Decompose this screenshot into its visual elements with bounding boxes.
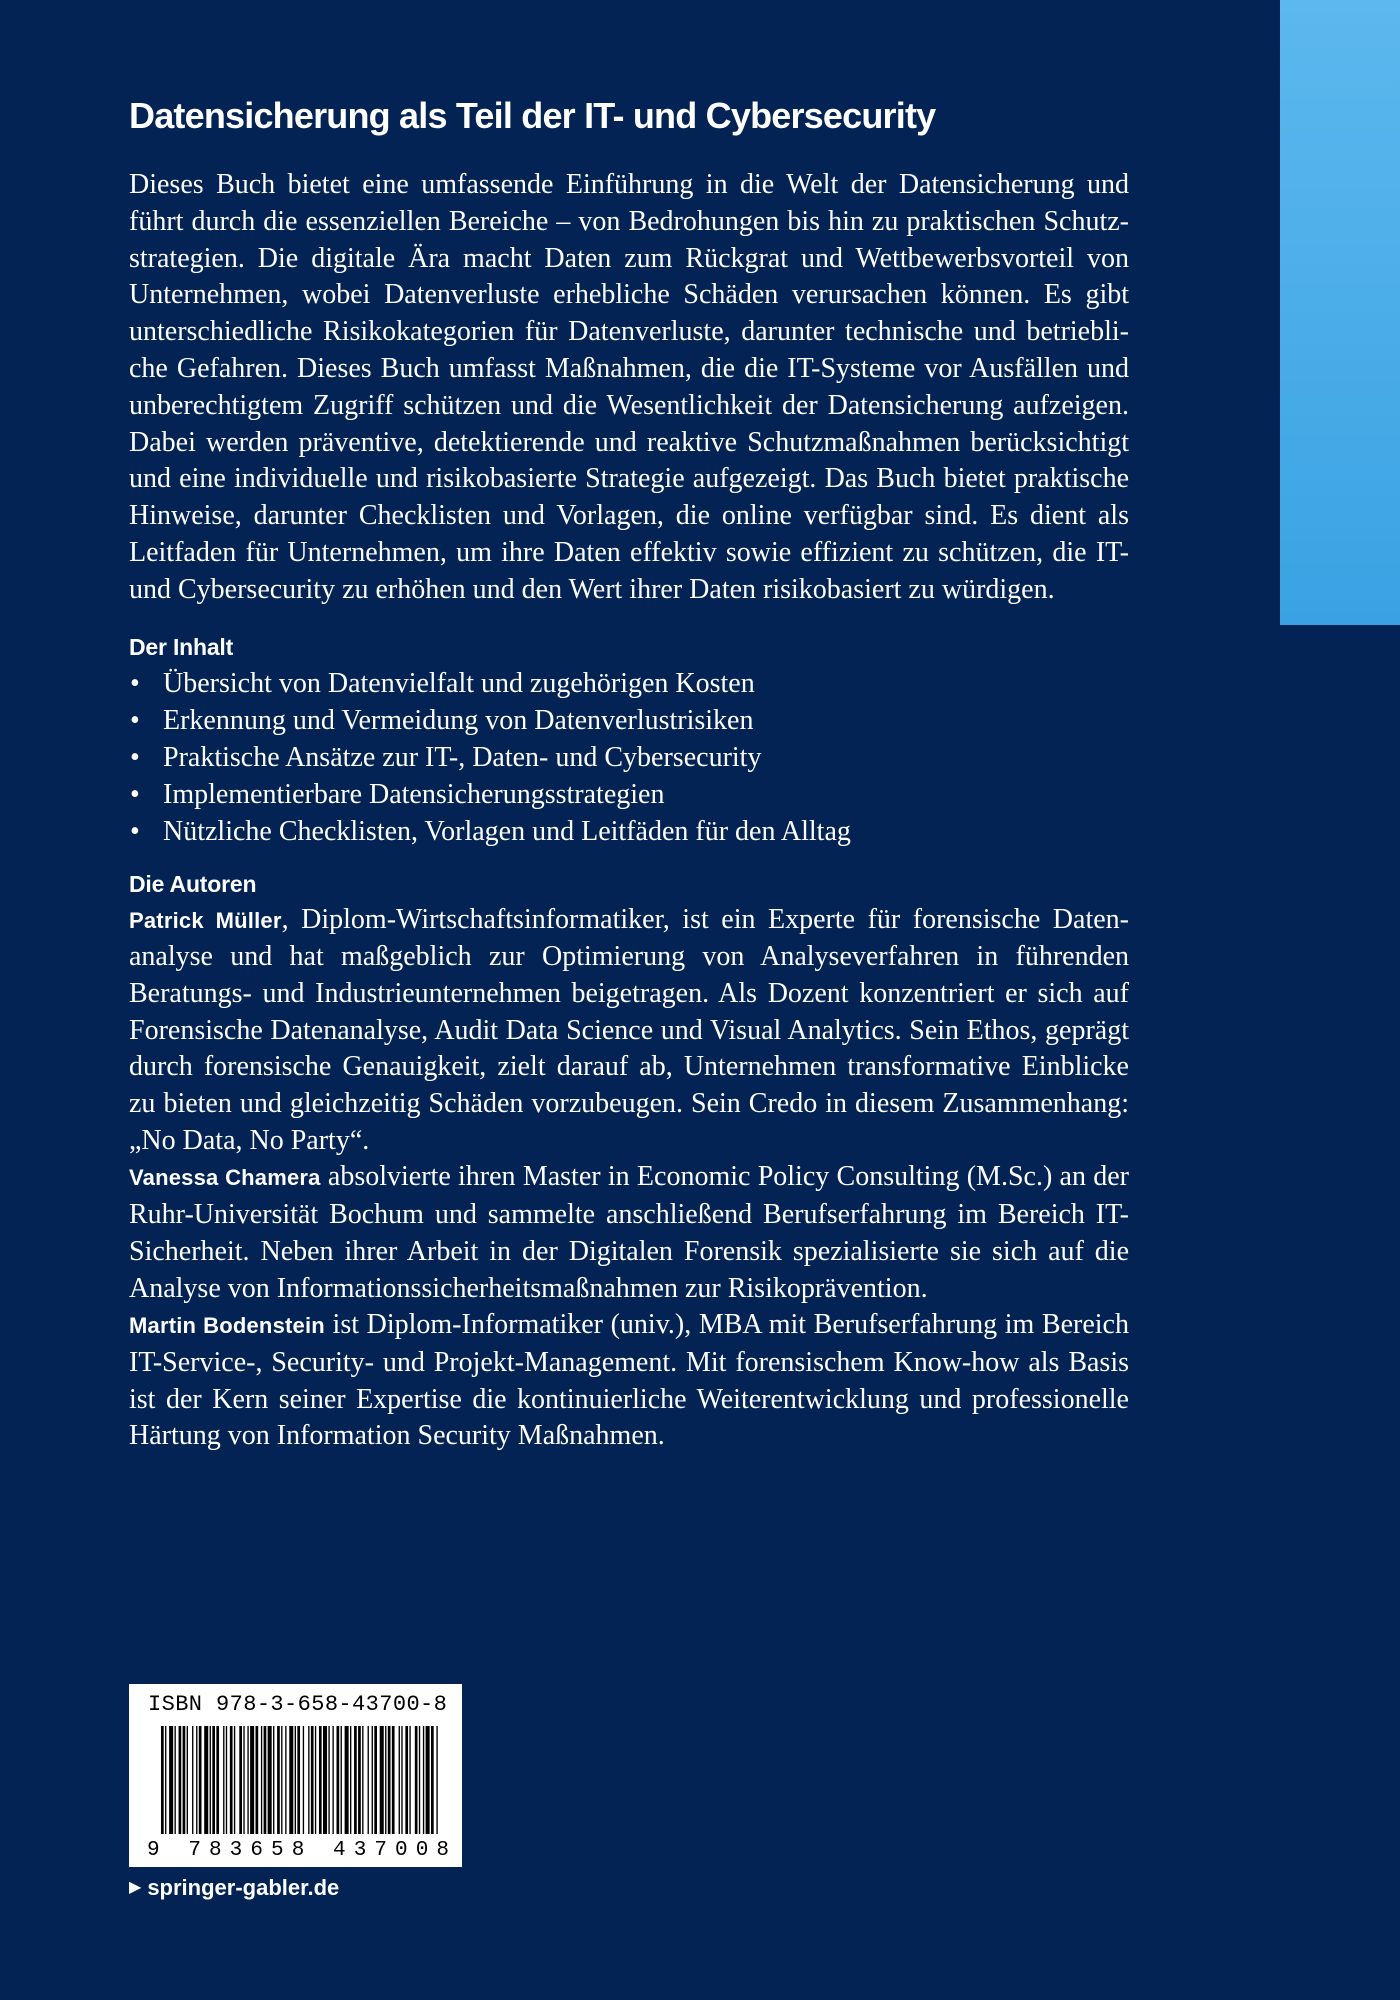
barcode-bar — [297, 1726, 300, 1834]
barcode-bar — [234, 1726, 235, 1834]
list-item — [129, 776, 1129, 813]
bullet-icon: • — [130, 778, 140, 810]
barcode-bar — [204, 1726, 208, 1834]
barcode-bar — [161, 1726, 164, 1834]
list-item-text: Implementierbare Datensicherungsstrategien — [163, 778, 665, 810]
barcode-bar — [332, 1726, 333, 1834]
author-bio-bodenstein — [129, 1307, 1129, 1455]
barcode-bar — [308, 1726, 309, 1834]
author-bio-text: , Diplom-Wirtschaftsinformatiker, ist ein Experte für forensische Datenanalyse und hat maßgeblich zur Optimierung von Analyseverfahren in führenden Beratungs- und Industrieunternehmen beigetragen. Als Dozent konzentriert er sich auf Forensische Datenanalyse, Audit Data Science und Visual Analytics. Sein Ethos, geprägt durch forensische Genauigkeit, zielt darauf ab, Unternehmen transformative Einblicke zu bieten und gleichzeitig Schäden vorzubeugen. Sein Credo in diesem Zusammenhang: „No Data, No Party“. — [129, 903, 1129, 1156]
barcode-bar — [436, 1726, 437, 1834]
barcode-bar — [401, 1726, 402, 1834]
barcode-bar — [243, 1726, 244, 1834]
bullet-icon: • — [130, 815, 140, 847]
barcode-bar — [372, 1726, 373, 1834]
barcode-bar — [230, 1726, 233, 1834]
barcode-bar — [323, 1726, 327, 1834]
barcode-bar — [281, 1726, 282, 1834]
barcode-bar — [187, 1726, 188, 1834]
contents-list — [129, 665, 1129, 850]
back-cover-content — [129, 92, 1129, 1455]
list-item-text: Nützliche Checklisten, Vorlagen und Leitfäden für den Alltag — [163, 815, 851, 847]
isbn-barcode-label — [129, 1684, 462, 1867]
barcode-bar — [247, 1726, 248, 1834]
barcode-bar — [319, 1726, 322, 1834]
publisher-url[interactable]: springer-gabler.de — [147, 1875, 340, 1900]
barcode-bar — [354, 1726, 357, 1834]
bullet-icon: • — [130, 667, 140, 699]
barcode-bar — [315, 1726, 316, 1834]
barcode-bar — [350, 1726, 351, 1834]
barcode-bar — [285, 1726, 286, 1834]
barcode-bar — [328, 1726, 329, 1834]
barcode-bar — [273, 1726, 274, 1834]
barcode-bar — [409, 1726, 410, 1834]
barcode-bar — [179, 1726, 182, 1834]
barcode-bar — [311, 1726, 314, 1834]
barcode-bar — [380, 1726, 384, 1834]
barcode-bar — [295, 1726, 296, 1834]
list-item — [129, 702, 1129, 739]
list-item — [129, 739, 1129, 776]
barcode-bar — [431, 1726, 434, 1834]
barcode-bar — [212, 1726, 215, 1834]
barcode-bar — [196, 1726, 197, 1834]
barcode-bar — [264, 1726, 267, 1834]
barcode-bar — [385, 1726, 386, 1834]
author-bio-text: absolvierte ihren Master in Economic Policy Consulting (M.Sc.) an der Ruhr-Universität Bochum und sammelte anschließend Berufserfahrung im Bereich IT-Sicherheit. Neben ihrer Arbeit in der Digitalen Forensik spezialisierte sie sich auf die Analyse von Informationssicherheitsmaßnahmen zur Risikoprävention. — [129, 1161, 1129, 1304]
author-bio-text: ist Diplom-Informatiker (univ.), MBA mit Berufserfahrung im Bereich IT-Service-, Security- und Projekt-Management. Mit forensischem Know-how als Basis ist der Kern seiner Expertise die kontinuierliche Weiterentwicklung und professionelle Härtung von Information Security Maßnahmen. — [129, 1309, 1129, 1452]
barcode-bar — [256, 1726, 259, 1834]
author-name: Martin Bodenstein — [129, 1313, 325, 1339]
barcode-bar — [210, 1726, 211, 1834]
author-bio-mueller — [129, 902, 1129, 1160]
barcode-bar — [426, 1726, 430, 1834]
barcode-bar — [399, 1726, 400, 1834]
barcode-bar — [345, 1726, 349, 1834]
list-item-text: Erkennung und Vermeidung von Datenverlustrisiken — [163, 704, 754, 736]
barcode-bar — [216, 1726, 219, 1834]
list-item-text: Übersicht von Datenvielfalt und zugehörigen Kosten — [163, 667, 755, 699]
barcode-bar — [261, 1726, 262, 1834]
bullet-icon: • — [130, 704, 140, 736]
barcode-bar — [277, 1726, 280, 1834]
contents-heading: Der Inhalt — [129, 633, 234, 660]
barcode-bar — [415, 1726, 418, 1834]
accent-color-strip — [1280, 0, 1400, 625]
barcode-bar — [175, 1726, 176, 1834]
barcode-bar — [289, 1726, 293, 1834]
barcode-bar — [239, 1726, 242, 1834]
barcode-bar — [341, 1726, 342, 1834]
bullet-icon: • — [130, 741, 140, 773]
authors-heading: Die Autoren — [129, 870, 257, 897]
barcode-bar — [226, 1726, 227, 1834]
book-description: Dieses Buch bietet eine umfassende Einführung in die Welt der Datensicherung und führt durch die essenziellen Bereiche – von Bedrohungen bis hin zu praktischen Schutzstrategien. Die digitale Ära macht Daten zum Rückgrat und Wettbewerbsvorteil von Unternehmen, wobei Datenverluste erhebliche Schäden verursachen können. Es gibt unterschiedliche Risikokategorien für Datenverluste, darunter technische und betriebliche Gefahren. Dieses Buch umfasst Maßnahmen, die die IT-Systeme vor Ausfällen und unberechtigtem Zugriff schützen und die Wesentlichkeit der Datensicherung aufzeigen. Dabei werden präventive, detektierende und reaktive Schutzmaßnahmen berücksichtigt und eine individuelle und risikobasierte Strategie aufgezeigt. Das Buch bietet praktische Hinweise, darunter Checklisten und Vorlagen, die online verfügbar sind. Es dient als Leitfaden für Unternehmen, um ihre Daten effektiv sowie effizient zu schützen, die IT- und Cybersecurity zu erhöhen und den Wert ihrer Daten risikobasiert zu würdigen. — [129, 169, 1129, 605]
barcode-bar — [250, 1726, 254, 1834]
play-triangle-icon: ▶ — [129, 1879, 142, 1896]
barcode-bar — [169, 1726, 173, 1834]
barcode-bar — [199, 1726, 202, 1834]
author-name: Vanessa Chamera — [129, 1165, 321, 1191]
list-item-text: Praktische Ansätze zur IT-, Daten- und Cybersecurity — [163, 741, 762, 773]
barcode-digits: 9 783658 437008 — [147, 1839, 450, 1858]
isbn-number: ISBN 978-3-658-43700-8 — [148, 1692, 448, 1717]
barcode-bar — [423, 1726, 424, 1834]
barcode-bar — [388, 1726, 391, 1834]
barcode-bar — [405, 1726, 408, 1834]
barcode-bar — [358, 1726, 361, 1834]
barcode-bar — [362, 1726, 363, 1834]
page-title: Datensicherung als Teil der IT- und Cybersecurity — [129, 95, 936, 136]
publisher-link[interactable] — [129, 1875, 339, 1901]
barcode-bar — [419, 1726, 420, 1834]
barcode-bar — [392, 1726, 395, 1834]
barcode-bar — [192, 1726, 193, 1834]
barcode-bar — [183, 1726, 186, 1834]
author-bio-chamera — [129, 1159, 1129, 1307]
barcode-bar — [368, 1726, 369, 1834]
barcode-bar — [223, 1726, 224, 1834]
barcode-bar — [268, 1726, 272, 1834]
list-item — [129, 813, 1129, 850]
barcode-bar — [337, 1726, 340, 1834]
barcode-bar — [374, 1726, 377, 1834]
barcode-icon — [147, 1726, 451, 1858]
list-item — [129, 665, 1129, 702]
author-name: Patrick Müller — [129, 907, 282, 933]
barcode-bar — [303, 1726, 304, 1834]
barcode-bars — [161, 1726, 438, 1834]
barcode-bar — [165, 1726, 166, 1834]
